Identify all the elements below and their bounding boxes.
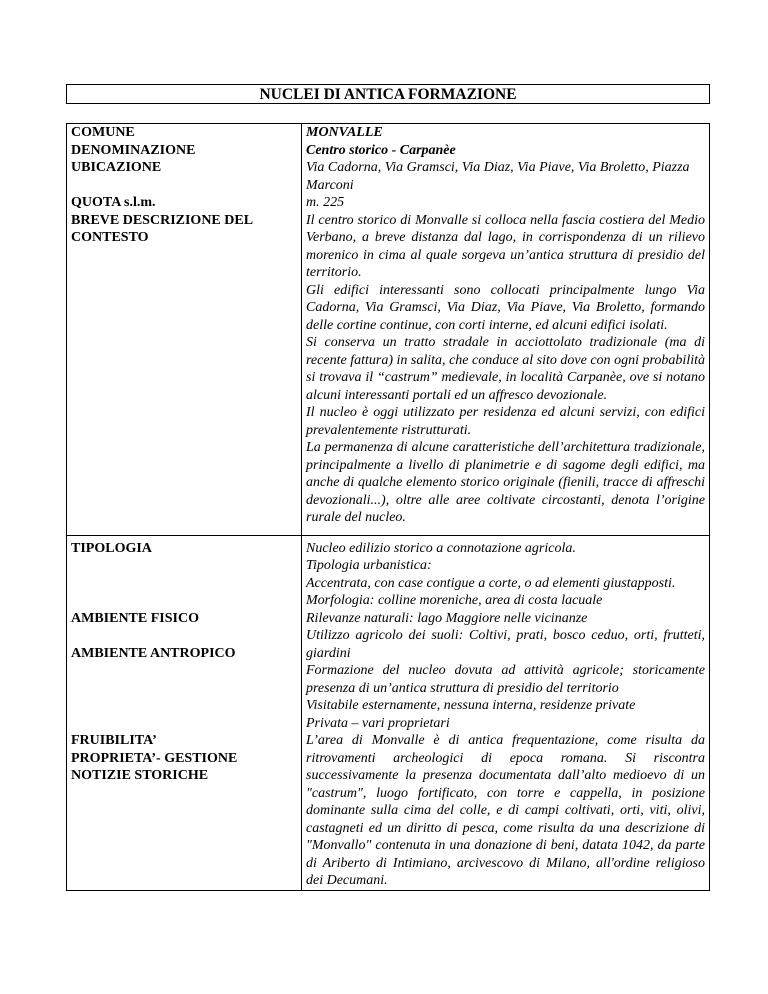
ambiente-fisico-line-2: Rilevanze naturali: lago Maggiore nelle vicinanze xyxy=(306,610,588,626)
label-ambiente-fisico: AMBIENTE FISICO xyxy=(71,610,199,626)
tipologia-line-3: Accentrata, con case contigue a corte, o ad elementi giustapposti. xyxy=(306,575,676,591)
value-quota: m. 225 xyxy=(306,195,345,210)
ambiente-fisico-line-1: Morfologia: colline moreniche, area di costa lacuale xyxy=(306,593,603,608)
table-row-general xyxy=(67,124,710,536)
labels-cell-general xyxy=(67,124,302,536)
ambiente-antropico-line-1: Utilizzo agricolo dei suoli: Coltivi, prati, bosco ceduo, orti, frutteti, giardini xyxy=(306,628,705,661)
descrizione-paragraph-1: Il centro storico di Monvalle si colloca nella fascia costiera del Medio Verbano, a breve distanza dal lago, in corrispondenza di un rilievo morenico in cima al quale sorgeva un’antica struttura di presidio del territorio. xyxy=(306,212,705,280)
label-comune: COMUNE xyxy=(71,125,135,140)
label-quota: QUOTA s.l.m. xyxy=(71,195,156,210)
tipologia-line-1: Nucleo edilizio storico a connotazione agricola. xyxy=(306,540,576,556)
descrizione-paragraph-5: La permanenza di alcune caratteristiche dell’architettura tradizionale, principalmente a livello di planimetrie e di sagome degli edifici, ma anche di qualche elemento storico originale (fienili, tracce di affreschi devozionali...), oltre alle aree coltivate circostanti, denota l’origine rurale del nucleo. xyxy=(306,440,705,525)
values-cell-general xyxy=(302,124,710,536)
table-row-details xyxy=(67,535,710,890)
descrizione-paragraph-4: Il nucleo è oggi utilizzato per residenza ed alcuni servizi, con edifici prevalentemente ristrutturati. xyxy=(306,405,705,438)
label-descrizione: BREVE DESCRIZIONE DEL CONTESTO xyxy=(71,212,253,245)
spacer xyxy=(71,177,297,195)
label-proprieta: PROPRIETA’- GESTIONE xyxy=(71,750,238,766)
value-comune: MONVALLE xyxy=(306,125,383,140)
label-fruibilita: FRUIBILITA’ xyxy=(71,733,157,748)
tipologia-line-2: Tipologia urbanistica: xyxy=(306,558,432,573)
spacer xyxy=(306,527,705,535)
label-notizie: NOTIZIE STORICHE xyxy=(71,768,209,783)
value-proprieta: Privata – vari proprietari xyxy=(306,715,450,731)
label-denominazione: DENOMINAZIONE xyxy=(71,142,196,158)
values-cell-details xyxy=(302,535,710,890)
label-ambiente-antropico: AMBIENTE ANTROPICO xyxy=(71,645,236,661)
value-notizie: L’area di Monvalle è di antica frequentazione, come risulta da ritrovamenti archeologici di epoca romana. Si riscontra successivamente la presenza documentata dall’alto medioevo di un "castrum", luogo fortificato, con torre e cappella, in posizione dominante sulla cima del colle, e di campi coltivati, orti, viti, olivi, castagneti ed un diritto di pesca, come risulta da una descrizione di "Monvallo" contenuta in una donazione di beni, datata 1042, da parte di Ariberto di Intimiano, arcivescovo di Milano, all'ordine religioso dei Decumani. xyxy=(306,733,705,888)
spacer xyxy=(71,557,297,610)
label-ubicazione: UBICAZIONE xyxy=(71,160,162,175)
spacer xyxy=(71,627,297,645)
record-table xyxy=(66,123,710,891)
label-tipologia: TIPOLOGIA xyxy=(71,540,152,556)
document-title: NUCLEI DI ANTICA FORMAZIONE xyxy=(66,84,710,104)
value-denominazione: Centro storico - Carpanèe xyxy=(306,142,456,158)
ambiente-antropico-line-2: Formazione del nucleo dovuta ad attività agricole; storicamente presenza di un’antica struttura di presidio del territorio xyxy=(306,663,705,696)
labels-cell-details xyxy=(67,535,302,890)
spacer xyxy=(71,662,297,732)
descrizione-paragraph-2: Gli edifici interessanti sono collocati principalmente lungo Via Cadorna, Via Gramsci, Via Diaz, Via Piave, Via Broletto, formando delle cortine continue, con corti interne, ed alcuni edifici isolati. xyxy=(306,282,705,333)
value-fruibilita: Visitabile esternamente, nessuna interna, residenze private xyxy=(306,698,636,713)
value-ubicazione: Via Cadorna, Via Gramsci, Via Diaz, Via Piave, Via Broletto, Piazza Marconi xyxy=(306,160,690,193)
descrizione-paragraph-3: Si conserva un tratto stradale in acciottolato tradizionale (ma di recente fattura) in salita, che conduce al sito dove con ogni probabilità si trovava il “castrum” medievale, in località Carpanèe, ove si notano alcuni interessanti portali ed un affresco devozionale. xyxy=(306,335,705,403)
